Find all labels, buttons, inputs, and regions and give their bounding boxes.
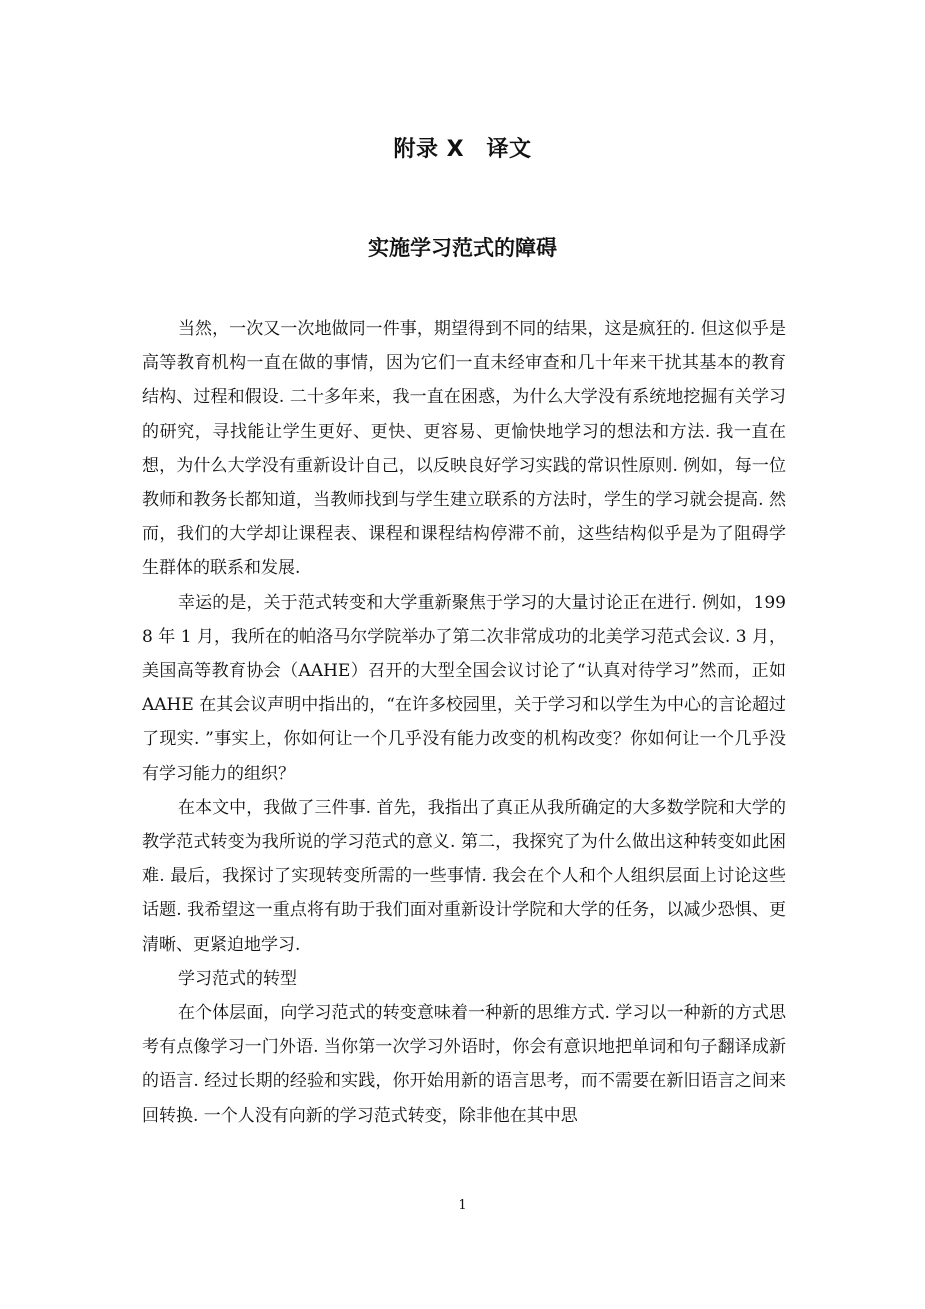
page-number: 1 [458, 1198, 467, 1213]
article-title: 实施学习范式的障碍 [368, 236, 557, 260]
paragraph-4: 在个体层面，向学习范式的转变意味着一种新的思维方式. 学习以一种新的方式思考有点像学习一门外语. 当你第一次学习外语时，你会有意识地把单词和句子翻译成新的语言. 经过长期的经验和实践，你开始用新的语言思考，而不需要在新旧语言之间来回转换. 一个人没有向新的学习范式转变，除非他在其中思 [142, 1003, 786, 1126]
paragraph-2: 幸运的是，关于范式转变和大学重新聚焦于学习的大量讨论正在进行. 例如，1998 年 1 月，我所在的帕洛马尔学院举办了第二次非常成功的北美学习范式会议. 3 月，美国高等教育协会（AAHE）召开的大型全国会议讨论了“认真对待学习”然而，正如 AAHE 在其会议声明中指出的，“在许多校园里，关于学习和以学生为中心的言论超过了现实. ”事实上，你如何让一个几乎没有能力改变的机构改变？你如何让一个几乎没有学习能力的组织？ [142, 592, 786, 784]
section-heading: 学习范式的转型 [178, 968, 297, 989]
article-body [142, 312, 786, 1133]
paragraph-3: 在本文中，我做了三件事. 首先，我指出了真正从我所确定的大多数学院和大学的教学范式转变为我所说的学习范式的意义. 第二，我探究了为什么做出这种转变如此困难. 最后，我探讨了实现转变所需的一些事情. 我会在个人和个人组织层面上讨论这些话题. 我希望这一重点将有助于我们面对重新设计学院和大学的任务，以减少恐惧、更清晰、更紧迫地学习. [142, 797, 786, 955]
appendix-title: 附录 X 译文 [393, 137, 532, 162]
paragraph-1: 当然，一次又一次地做同一件事，期望得到不同的结果，这是疯狂的. 但这似乎是高等教育机构一直在做的事情，因为它们一直未经审查和几十年来干扰其基本的教育结构、过程和假设. 二十多年来，我一直在困惑，为什么大学没有系统地挖掘有关学习的研究，寻找能让学生更好、更快、更容易、更愉快地学习的想法和方法. 我一直在想，为什么大学没有重新设计自己，以反映良好学习实践的常识性原则. 例如，每一位教师和教务长都知道，当教师找到与学生建立联系的方法时，学生的学习就会提高. 然而，我们的大学却让课程表、课程和课程结构停滞不前，这些结构似乎是为了阻碍学生群体的联系和发展. [142, 319, 786, 579]
